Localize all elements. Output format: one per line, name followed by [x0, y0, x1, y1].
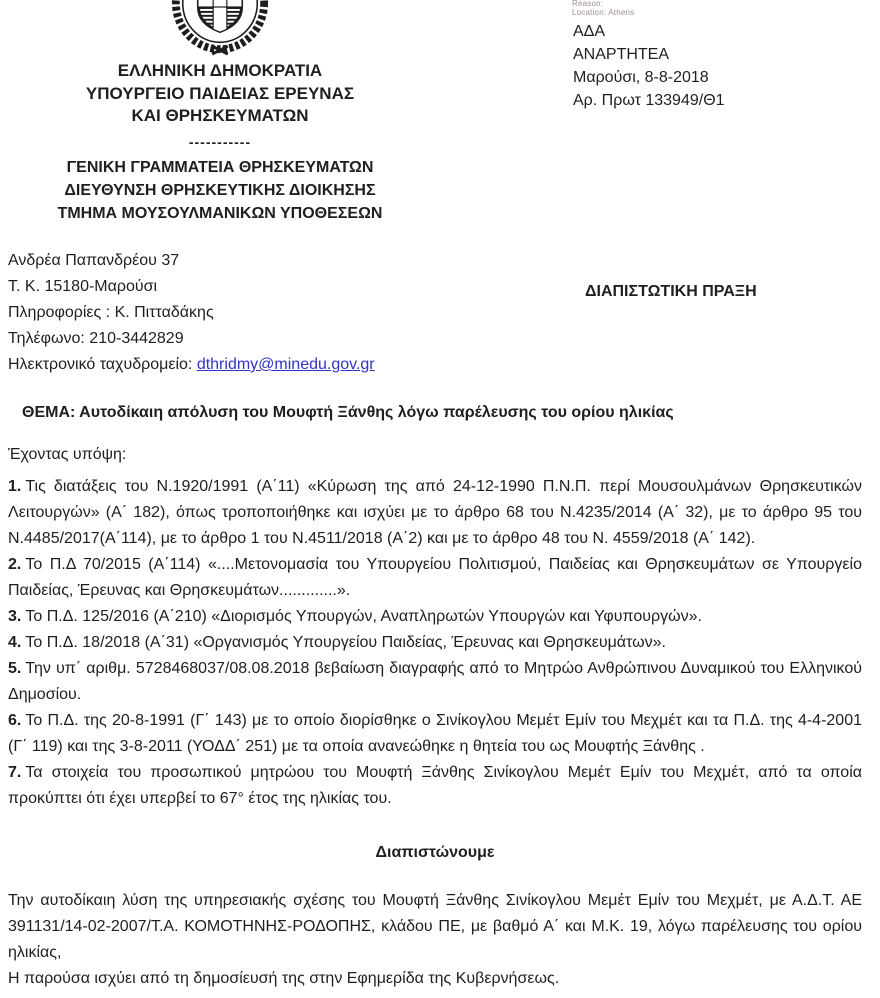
item-number: 5. [8, 660, 22, 677]
decision-paragraph: Την αυτοδίκαιη λύση της υπηρεσιακής σχέσης του Μουφτή Ξάνθης Σινίκογλου Μεμέτ Εμίν του Μεχμέτ, με Α.Δ.Τ. ΑΕ 391131/14-02-2007/Τ.Α. ΚΟΜΟΤΗΝΗΣ-ΡΟΔΟΠΗΣ, κλάδου ΠΕ, με βαθμό Α΄ και Μ.Κ. 19, λόγω παρέλευσης του ορίου ηλικίας, [8, 892, 862, 961]
letterhead [0, 60, 440, 225]
item-number: 3. [8, 608, 22, 625]
contact-info-person: Πληροφορίες : Κ. Πιτταδάκης [8, 304, 214, 321]
hellenic-coat-of-arms-icon [166, 0, 274, 58]
item-text: Την υπ΄ αριθμ. 5728468037/08.08.2018 βεβαίωση διαγραφής από το Μητρώο Ανθρώπινου Δυναμικού του Ελληνικού Δημοσίου. [8, 660, 862, 703]
preamble: Έχοντας υπόψη: [8, 446, 127, 463]
list-item-5 [8, 656, 862, 708]
item-number: 7. [8, 764, 22, 781]
digital-signature-stamp [572, 0, 634, 17]
item-number: 1. [8, 478, 22, 495]
contact-block [8, 248, 375, 378]
list-item-2 [8, 552, 862, 604]
item-text: Το Π.Δ. 18/2018 (Α΄31) «Οργανισμός Υπουργείου Παιδείας, Έρευνας και Θρησκευμάτων». [25, 634, 666, 651]
letterhead-secretariat: ΓΕΝΙΚΗ ΓΡΑΜΜΑΤΕΙΑ ΘΡΗΣΚΕΥΜΑΤΩΝ [66, 158, 374, 176]
item-text: Το Π.Δ 70/2015 (Α΄114) «....Μετονομασία του Υπουργείου Πολιτισμού, Παιδείας και Θρησκευμάτων σε Υπουργείο Παιδείας, Έρευνας και Θρησκευμάτων.............». [8, 556, 862, 599]
list-item-3 [8, 604, 862, 630]
item-number: 2. [8, 556, 22, 573]
anartitea-label: ΑΝΑΡΤΗΤΕΑ [573, 46, 670, 63]
act-title: ΔΙΑΠΙΣΤΩΤΙΚΗ ΠΡΑΞΗ [585, 283, 757, 300]
letterhead-republic: ΕΛΛΗΝΙΚΗ ΔΗΜΟΚΡΑΤΙΑ [117, 61, 323, 80]
contact-email-line [8, 352, 375, 378]
document-body [8, 442, 862, 992]
item-text: Τα στοιχεία του προσωπικού μητρώου του Μουφτή Ξάνθης Σινίκογλου Μεμέτ Εμίν του Μεχμέτ, από τα οποία προκύπτει ότι έχει υπερβεί το 67° έτος της ηλικίας του. [8, 764, 862, 807]
stamp-reason: Reason: [572, 0, 604, 8]
final-line-clipped: Η παρούσα ισχύει από τη δημοσίευσή της στην Εφημερίδα της Κυβερνήσεως. [8, 970, 560, 987]
list-item-4 [8, 630, 862, 656]
subject-line: ΘΕΜΑ: Αυτοδίκαιη απόλυση του Μουφτή Ξάνθης λόγω παρέλευσης του ορίου ηλικίας [22, 404, 674, 421]
item-text: Τις διατάξεις του Ν.1920/1991 (Α΄11) «Κύρωση της από 24-12-1990 Π.Ν.Π. περί Μουσουλμάνων Θρησκευτικών Λειτουργών» (Α΄ 182), όπως τροποποιήθηκε και ισχύει με το άρθρο 68 του Ν.4235/2014 (Α΄ 32), με το άρθρο 95 του Ν.4485/2017(Α΄114), με το άρθρο 1 του Ν.4511/2018 (Α΄2) και με το άρθρο 48 του Ν. 4559/2018 (Α΄ 142). [8, 478, 862, 547]
letterhead-directorate: ΔΙΕΥΘΥΝΣΗ ΘΡΗΣΚΕΥΤΙΚΗΣ ΔΙΟΙΚΗΣΗΣ [64, 181, 376, 199]
list-item-6 [8, 708, 862, 760]
item-number: 6. [8, 712, 22, 729]
header-right-block [573, 20, 725, 112]
decision-heading: Διαπιστώνουμε [375, 844, 495, 861]
item-text: Το Π.Δ. 125/2016 (Α΄210) «Διορισμός Υπουργών, Αναπληρωτών Υπουργών και Υφυπουργών». [25, 608, 702, 625]
contact-postal: Τ. Κ. 15180-Μαρούσι [8, 278, 158, 295]
item-number: 4. [8, 634, 22, 651]
ada-label: ΑΔΑ [573, 23, 606, 40]
place-date: Μαρούσι, 8-8-2018 [573, 69, 709, 86]
item-text: Το Π.Δ. της 20-8-1991 (Γ΄ 143) με το οποίο διορίσθηκε ο Σινίκογλου Μεμέτ Εμίν του Μεχμέτ και τα Π.Δ. της 4-4-2001 (Γ΄ 119) και της 3-8-2011 (ΥΟΔΔ΄ 251) με τα οποία ανανεώθηκε η θητεία του ως Μουφτής Ξάνθης . [8, 712, 862, 755]
contact-email-label: Ηλεκτρονικό ταχυδρομείο: [8, 356, 197, 373]
contact-address: Ανδρέα Παπανδρέου 37 [8, 252, 180, 269]
email-link[interactable]: dthridmy@minedu.gov.gr [196, 356, 375, 373]
list-item-7 [8, 760, 862, 812]
stamp-location: Location: Athens [572, 8, 635, 17]
letterhead-divider: ----------- [188, 133, 252, 150]
list-item-1 [8, 474, 862, 552]
contact-phone: Τηλέφωνο: 210-3442829 [8, 330, 184, 347]
letterhead-department: ΤΜΗΜΑ ΜΟΥΣΟΥΛΜΑΝΙΚΩΝ ΥΠΟΘΕΣΕΩΝ [57, 204, 383, 222]
letterhead-ministry-line2: ΚΑΙ ΘΡΗΣΚΕΥΜΑΤΩΝ [131, 106, 309, 125]
protocol-number: Αρ. Πρωτ 133949/Θ1 [573, 92, 725, 109]
letterhead-ministry-line1: ΥΠΟΥΡΓΕΙΟ ΠΑΙΔΕΙΑΣ ΕΡΕΥΝΑΣ [85, 83, 355, 103]
